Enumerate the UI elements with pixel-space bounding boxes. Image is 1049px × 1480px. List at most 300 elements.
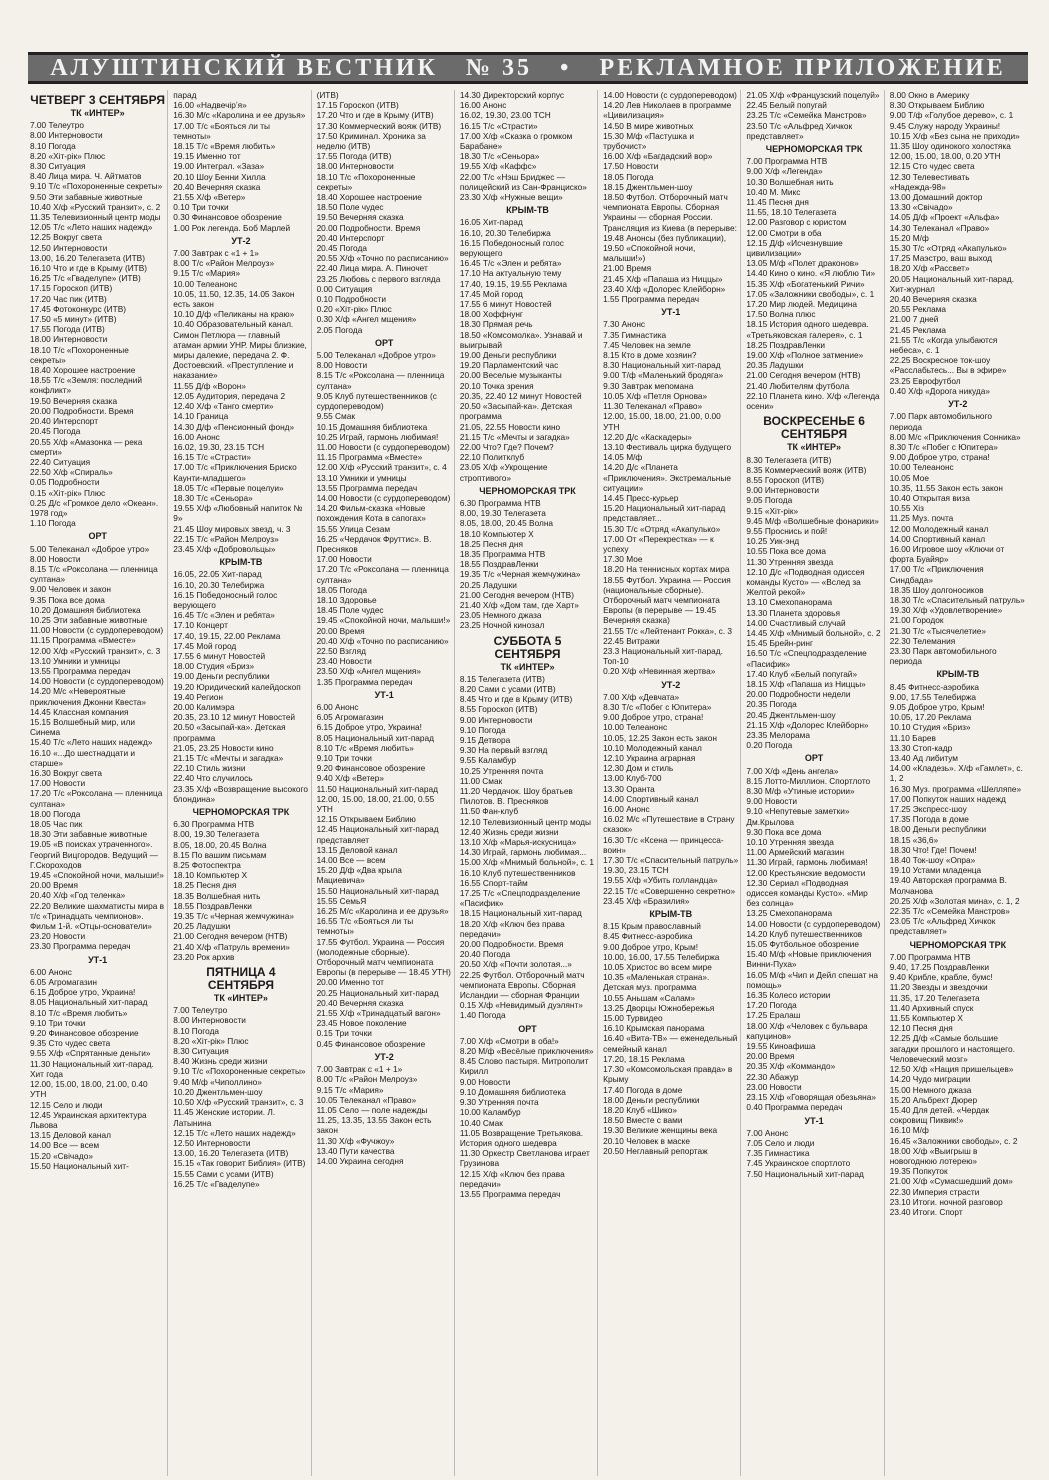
program-entry: 20.10 Точка зрения [459,380,534,391]
program-entry: 10.35 «Маленькая страна». Детская муз. программа [603,972,710,993]
program-entry: 10.25 Утренняя почта [459,765,544,776]
program-entry: 9.00 Доброе утро, Крым! [603,941,699,952]
day-heading: СУББОТА 5 СЕНТЯБРЯ [493,633,562,661]
program-entry: 10.30 Волшебная нить [746,176,834,187]
program-entry: 21.15 Х/ф «Долорес Клейборн» [746,719,869,730]
channel-heading: КРЫМ-ТВ [649,909,693,920]
program-entry: 14.45 Х/ф «Мнимый больной», с. 2 [746,627,881,638]
program-entry: 21.55 Т/с «Когда улыбаются небеса», с. 1 [889,334,998,356]
program-entry: 16.10, 20.30 Телебиржа [459,227,551,238]
program-entry: 9.00 Х/ф «Легенда» [746,166,823,177]
program-entry: 9.30 Завтрак мепомана [603,380,694,391]
program-entry: 15.00 Турвидео [603,1013,663,1024]
program-entry: 18.10 Т/с «Похороненные секреты» [30,344,129,365]
program-entry: 9.00, 17.55 Телебиржа [889,691,976,702]
program-entry: 9.15 Т/с «Мария» [173,268,241,279]
program-entry: 17.25 Экспресс-шоу [889,804,967,815]
program-entry: 1.40 Погода [459,1010,506,1021]
program-entry: 16.35 Колесо истории [746,990,831,1001]
program-entry: 14.20 Д/с «Планета «Приключения». Экстремальные ситуации» [603,462,731,493]
program-entry: 19.40 Авторская программа В. Молчанова [889,875,1007,896]
program-entry: 9.10 Три точки [316,753,372,763]
program-entry: 15.00 Немного джаза [889,1084,972,1095]
program-entry: 11.55 Д/ф «Ворон» [173,380,246,391]
program-entry: 18.35 Волшебная нить [173,890,261,901]
program-entry: 9.55 Х/ф «Спрятанные деньги» [30,1048,151,1059]
program-entry: 18.55 Футбол. Украина — Россия (национальные сборные). Отборочный матч чемпионата Европы (в перерыве — 19.45 Вечерняя сказка) [603,574,731,626]
program-entry: 21.00 Сегодня вечером (НТВ) [173,931,288,942]
program-entry: 9.00 Доброе утро, страна! [603,712,704,723]
program-entry: 11.20 Звезды и звездочки [889,982,988,993]
program-entry: 17.25 Маэстро, ваш выход [889,253,993,264]
program-entry: 13.25 Дворцы Южнобережья [603,1002,715,1013]
program-entry: 18.30 Т/с «Сеньора» [459,151,540,162]
program-entry: 9.40 М/ф «Чиполлино» [173,1076,262,1087]
program-entry: 12.10 Песня дня [889,1023,953,1034]
program-entry: 21.00 Время [603,263,652,274]
program-entry: 9.55 Смак [316,411,355,422]
program-entry: 16.10 Клуб путешественников [459,867,576,878]
program-entry: 8.20 «Хіт-рік» Плюс [30,150,106,161]
program-entry: 19.00 Деньги республики [459,350,557,361]
program-entry: 12.00 Х/ф «Русский транзит», с. 3 [30,645,161,656]
program-entry: 11.20 Чердачок. Шоу братьев Пилотов. В. Пресняков [459,786,573,807]
program-entry: 7.00 Х/ф «Девчата» [603,691,680,702]
program-entry: 9.00 Новости [746,796,797,807]
program-entry: 0.20 Погода [746,740,793,751]
program-entry: 11.05 Село — поле надежды [316,1104,428,1115]
program-entry: 11.45 Женские истории. Л. Латынина [173,1107,276,1128]
program-entry: 17.25 Т/с «Спецподразделение «Пасифик» [459,888,581,909]
program-entry: 17.50 «5 минут» (ИТВ) [30,314,117,325]
program-entry: 12.00, 15.00, 18.00, 21.00, 0.55 УТН [316,793,435,815]
program-entry: 9.05 Клуб путешественников (с сурдопереводом) [316,390,437,412]
program-entry: 17.10 Концерт [173,620,228,631]
program-entry: 20.40 Вечерняя сказка [173,181,261,192]
program-entry: 22.30 Абажур [746,1071,799,1082]
program-entry: 8.15 Т/с «Роксолана — пленница султана» [316,370,445,391]
program-entry: 9.05 Доброе утро, Крым! [889,701,985,712]
program-entry: 16.10 М/ф [889,1125,929,1136]
program-entry: 19.35 Т/с «Черная жемчужина» [459,569,581,580]
program-entry: 19.15 Именно тот [173,151,241,162]
program-entry: 13.30 «Свічадо» [889,202,953,213]
program-entry: 14.00 Новости (с сурдопереводом) [603,90,737,100]
program-entry: 10.00, 16.00, 17.55 Телебиржа [603,951,720,962]
program-entry: 9.15 «Хіт-рік» [746,505,799,516]
program-entry: 8.10 Т/с «Время любить» [30,1007,128,1018]
program-entry: 12.00 Крестьянские ведомости [746,867,866,878]
program-entry: 16.25 Т/с «Гваделупе» [173,1178,260,1189]
issue-number: № 35 [465,54,533,81]
program-entry: 11.00 Новости (с сурдопереводом) [316,441,450,452]
program-entry: 8.00 Интерновости [30,130,103,141]
program-entry: 13.10 Смехопанорама [746,597,833,608]
program-entry: (ИТВ) [316,90,339,100]
program-entry: 14.00 Новости (с сурдопереводом) [30,676,164,687]
program-entry: 17.00 Х/ф «Сказка о громком Барабане» [459,130,573,152]
program-entry: 12.30 Дом и стиль [603,763,674,774]
program-entry: 7.00 Завтрак с «1 + 1» [316,1064,403,1075]
program-entry: 10.55 Пока все дома [746,546,826,557]
program-entry: 11.15 Программа «Вместе» [30,635,136,646]
program-entry: 8.00, 19.30 Телегазета [459,508,546,519]
program-entry: 17.45 Фотоконкурс (ИТВ) [30,303,126,314]
program-entry: 17.35 Погода в доме [889,814,969,825]
program-entry: 17.20 Мир людей. Медицина [746,299,858,310]
program-entry: 22.10 Планета кино. Х/ф «Легенда осени» [746,390,880,412]
channel-heading: ЧЕРНОМОРСКАЯ ТРК [909,939,1007,950]
program-entry: 8.15 Кто в доме хозяин? [603,350,697,361]
program-entry: 7.05 Село и люди [746,1137,815,1148]
program-entry: 0.15 Три точки [316,1028,372,1039]
program-entry: 17.20, 18.15 Реклама [603,1053,685,1064]
program-entry: 19.10 Устами младенца [889,865,982,876]
program-entry: 23.35 Мелорама [746,729,810,740]
program-entry: 11.40 Архивный спуск [889,1002,974,1013]
channel-heading: ОРТ [375,337,394,348]
program-entry: парад [173,90,197,100]
program-entry: 16.45 Т/с «Элен и ребята» [173,610,275,621]
program-entry: 11.30 Оркестр Светланова играет Грузинова [459,1148,590,1169]
program-entry: 18.30 Т/с «Спасительный патруль» [889,594,1025,605]
program-entry: 17.05 «Заложники свободы», с. 1 [746,288,875,299]
program-entry: 18.20 На теннисных кортах мира [603,564,730,575]
program-entry: 7.00 Х/ф «День ангела» [746,765,839,776]
program-entry: 12.15 Село и люди [30,1099,103,1110]
program-entry: 2.05 Погода [316,324,363,335]
program-entry: 19.30, 23.15 ТСН [603,865,669,876]
program-entry: 23.00 Новости [746,1081,802,1092]
program-entry: 20.00 Время [746,1051,795,1062]
program-entry: 8.30 Т/с «Побег с Юпитера» [603,701,712,712]
program-entry: 9.35 Пока все дома [30,594,105,605]
program-entry: 18.00 Х/ф «Выигрыш в новогоднюю лотерею» [889,1145,978,1166]
program-entry: 20.50 «Засыпай-ка». Детская программа [173,722,286,743]
program-entry: 17.55 6 минут Новостей [173,650,266,661]
program-entry: 23.20 Рок архив [173,951,235,962]
tv-schedule-columns [28,90,1028,1476]
program-entry: 8.00 Т/с «Район Мелроуз» [316,1074,418,1085]
program-entry: 5.00 Телеканал «Доброе утро» [30,543,150,554]
program-entry: 19.35 Попкуток [889,1166,948,1177]
program-entry: 11.30 Х/ф «Фучжоу» [316,1135,395,1146]
program-entry: 9.35 Сто чудес света [30,1038,111,1049]
program-entry: 16.25 М/с «Каролина и ее друзья» [316,906,449,917]
program-entry: 20.40 Погода [459,949,511,960]
program-entry: 13.15 Деловой канал [316,844,398,855]
program-entry: 17.45 Мой город [459,288,523,299]
schedule-column-3 [315,90,455,1476]
program-entry: 20.35, 23.10 12 минут Новостей [173,712,296,723]
program-entry: 0.10 Подробности [316,294,387,305]
program-entry: 9.30 Утренняя почта [459,1097,539,1108]
program-entry: 15.20 Альбрехт Дюрер [889,1094,978,1105]
program-entry: 12.10 Украина аграрная [603,753,696,763]
program-entry: 17.40 Клуб «Белый попугай» [746,668,858,679]
program-entry: 0.45 Финансовое обозрение [316,1038,426,1049]
program-entry: 8.00 Т/с «Район Мелроуз» [173,258,275,269]
program-entry: 15.00 Х/ф «Мнимый больной», с. 1 [459,857,595,868]
program-entry: 11.50 Фан-клуб [459,806,519,817]
program-entry: 20.55 Х/ф «Амазонка — река смерти» [30,436,143,457]
program-entry: 17.40, 19.15, 22.00 Реклама [173,630,281,641]
program-entry: 18.30 Т/с «Сеньора» [173,492,253,503]
program-entry: 7.00 Программа НТВ [746,156,828,167]
program-entry: 9.20 Финансовое обозрение [316,763,426,774]
program-entry: 10.15 Домашняя библиотека [316,421,428,432]
program-entry: 22.10 Политклуб [459,452,525,463]
program-entry: 19.45 «Спокойной ночи, малыши!» [30,870,164,881]
program-entry: 12.15 Х/ф «Ключ без права передачи» [459,1168,565,1189]
program-entry: 20.50 «Засыпай-ка». Детская программа [459,401,573,422]
program-entry: 19.40 Регион [173,691,223,702]
program-entry: 11.00 Смак [459,775,503,786]
program-entry: 18.00 Интерновости [316,161,394,172]
program-entry: 12.15 Д/ф «Исчезнувшие цивилизации» [746,237,843,259]
program-entry: 18.55 Т/с «Земля: последний конфликт» [30,375,143,396]
program-entry: 18.00 Деньги республики [889,824,987,835]
program-entry: 20.00 Подробности. Время [316,222,421,233]
program-entry: 20.35 Х/ф «Коммандо» [746,1061,836,1072]
program-entry: 12.00, 15.00, 18.00, 21.00, 0.00 УТН [603,411,721,432]
program-entry: 11.30 Национальный хит-парад. Хит года [30,1058,154,1079]
program-entry: 19.55 Киноафиша [746,1041,816,1052]
program-entry: 23.20 Новости [30,931,86,942]
program-entry: 21.55 Т/с «Лейтенант Рокка», с. 3 [603,625,732,636]
program-entry: 11.30 Телеканал «Право» [603,401,703,412]
program-entry: 12.15 Открываем Библию [316,814,416,825]
program-entry: 0.40 Х/ф «Дорога никуда» [889,385,990,396]
day-heading: ПЯТНИЦА 4 СЕНТЯБРЯ [206,965,276,993]
program-entry: 13.40 Пути качества [316,1145,395,1156]
program-entry: 15.30 Т/с «Отряд «Акапулько» [603,523,721,534]
program-entry: 12.00 Х/ф «Русский транзит», с. 4 [316,462,447,473]
program-entry: 18.25 Песня дня [173,880,237,891]
program-entry: 10.05 Телеканал «Право» [316,1094,417,1105]
program-entry: 12.05 Т/с «Лето наших надежд» [30,222,153,233]
program-entry: 14.00 Новости (с сурдопереводом) [746,918,881,929]
program-entry: 6.30 Программа НТВ [173,819,255,830]
program-entry: 13.55 Программа передач [459,1188,561,1199]
program-entry: 19.30 Х/ф «Удовлетворение» [889,605,1003,616]
program-entry: 21.05 Х/ф «Французский поцелуй» [746,90,880,100]
program-entry: 17.20 Час пик (ИТВ) [30,293,107,304]
program-entry: 13.55 Программа передач [30,665,131,676]
program-entry: 16.55 Спорт-тайм [459,877,528,888]
program-entry: 20.50 Неглавный репортаж [603,1145,708,1156]
program-entry: 7.00 Программа НТВ [889,951,971,962]
program-entry: 20.40 Х/ф «Год теленка» [30,890,126,901]
program-entry: 15.20 «Свічадо» [30,1150,93,1161]
program-entry: 23.10 Итоги. ночной разговор [889,1196,1003,1207]
program-entry: 15.55 СемьЯ [316,895,367,906]
program-entry: 1.55 Программа передач [603,294,700,305]
program-entry: 8.30 Открываем Библию [889,100,985,111]
program-entry: 10.25 Эти забавные животные [30,614,148,625]
program-entry: 21.45 Х/ф «Папаша из Ниццы» [603,273,723,284]
program-entry: 12.15 Т/с «Лето наших надежд» [173,1127,296,1138]
program-entry: 8.30 Ситуация [173,1046,229,1057]
program-entry: 12.25 Д/ф «Самые большие загадки прошлого и настоящего. Человеческий мозг» [889,1033,1015,1064]
channel-heading: КРЫМ-ТВ [936,669,980,680]
program-entry: 14.45 Пресс-курьер [603,492,679,503]
program-entry: 9.20 Финансовое обозрение [30,1028,139,1039]
program-entry: 20.40 Интерспорт [30,416,99,427]
program-entry: 10.00 Телеанонс [603,722,668,733]
program-entry: 18.10 Компьютер Х [459,528,534,539]
program-entry: 10.00 Телеанонс [173,278,238,289]
program-entry: 14.30 Телеканал «Право» [889,222,990,233]
program-entry: 21.00 7 дней [889,314,939,325]
program-entry: 23.25 Еврофутбол [889,375,961,386]
program-entry: 20.10 Шоу Бенни Хилла [173,171,266,182]
program-entry: 18.20 Х/ф «Ключ без права передачи» [459,918,565,939]
program-entry: 8.40 Жизнь среди жизни [173,1056,268,1067]
program-entry: 9.00 Интерновости [746,485,820,496]
program-entry: 18.00 Погода [30,808,81,819]
program-entry: 11.45 Песня дня [746,197,809,208]
program-entry: 22.15 Т/с «Совершенно секретно» [603,885,736,896]
channel-heading: ЧЕРНОМОРСКАЯ ТРК [765,144,863,155]
program-entry: 16.05 Хит-парад [459,217,523,228]
program-entry: 18.05 Час пик [30,819,83,830]
program-entry: 14.05 Д/ф «Проект «Альфа» [889,212,1000,223]
channel-subheading: ТК «ИНТЕР» [213,993,268,1004]
program-entry: 8.15 Телегазета (ИТВ) [459,673,545,684]
program-entry: 10.00 Каламбур [459,1107,521,1118]
program-entry: 22.30 Империя страсти [889,1186,980,1197]
program-entry: 18.40 Ток-шоу «Опра» [889,855,976,866]
program-entry: 18.00 Студия «Бриз» [173,661,255,672]
channel-heading: КРЫМ-ТВ [506,205,549,216]
program-entry: 9.10 Три точки [30,1017,86,1028]
program-entry: 13.10 Х/ф «Марья-искусница» [459,837,577,848]
program-entry: 20.25 Х/ф «Золотая мина», с. 1, 2 [889,895,1020,906]
schedule-column-5 [601,90,741,1476]
program-entry: 12.00 Молодежный канал [889,523,989,534]
program-entry: 18.50 Вместе с вами [603,1115,683,1126]
program-entry: 21.00 Х/ф «Сумасшедший дом» [889,1176,1013,1187]
program-entry: 0.30 Х/ф «Ангел мщения» [316,314,417,325]
program-entry: 23.3 Национальный хит-парад. Топ-10 [603,645,723,667]
program-entry: 21.15 Т/с «Мечты и загадка» [459,431,570,442]
program-entry: 17.30 «Комсомольская правда» в Крыму [603,1064,733,1085]
program-entry: 14.00 Все — всем [316,855,386,866]
program-entry: 8.20 М/ф «Весёлые приключения» [459,1046,594,1057]
program-entry: 21.15 Т/с «Мечты и загадка» [173,753,284,763]
program-entry: 6.15 Доброе утро, Украина! [30,987,136,998]
program-entry: 8.30 Национальный хит-парад [603,360,721,371]
channel-subheading: ТК «ИНТЕР» [70,108,125,118]
program-entry: 18.40 Хорошее настроение [30,365,136,376]
program-entry: 16.15 Т/с «Страсти» [173,452,252,463]
program-entry: 0.00 Ситуация [316,283,373,294]
program-entry: 22.35 Т/с «Семейка Манстров» [889,906,1010,917]
program-entry: 12.50 Х/ф «Нация пришельцев» [889,1064,1014,1075]
program-entry: 20.50 Х/ф «Почти золотая...» [459,959,572,970]
program-entry: 8.45 Что и где в Крыму (ИТВ) [459,694,573,705]
program-entry: 8.00 Интерновости [173,1015,246,1026]
program-entry: 7.00 Завтрак с «1 + 1» [173,248,259,259]
program-entry: 12.15 Сто чудес света [889,161,975,172]
program-entry: 8.55 Гороскоп (ИТВ) [746,474,825,485]
program-entry: 18.50 Поле чудес [316,202,384,213]
program-entry: 8.05 Национальный хит-парад [30,997,148,1008]
program-entry: 16.15 Т/с «Страсти» [459,120,538,131]
program-entry: 14.20 Чудо миграции [889,1074,971,1085]
program-entry: 15.55 Сами с усами (ИТВ) [173,1168,274,1179]
program-entry: 19.55 Х/ф «Каффс» [459,161,537,172]
program-entry: 17.50 Криминал. Хроника за неделю (ИТВ) [316,130,426,152]
program-entry: 9.00 Доброе утро, страна! [889,452,990,463]
program-entry: 14.45 Классная компания [30,706,129,717]
program-entry: 7.00 Парк автомобильного периода [889,411,992,432]
program-entry: 8.30 Телегазета (ИТВ) [746,454,832,465]
channel-heading: ОРТ [88,531,107,542]
program-entry: 16.10, 20.30 Телебиржа [173,579,265,590]
program-entry: 18.20 Х/ф «Рассвет» [889,263,970,274]
schedule-column-2 [171,90,311,1476]
program-entry: 21.30 Т/с «Тысячелетие» [889,625,987,636]
program-entry: 20.45 Погода [30,426,81,437]
program-entry: 15.15 Волшебный мир, или Синема [30,716,135,738]
program-entry: 16.30 М/с «Каролина и ее друзья» [173,110,306,121]
program-entry: 8.45 Фитнесс-аэробика [603,931,693,942]
program-entry: 23.50 Т/с «Альфред Хичкок представляет» [746,120,853,141]
program-entry: 12.45 Национальный хит-парад представляет [316,824,439,845]
program-entry: 9.00 Человек и закон [30,584,112,595]
program-entry: 22.40 Лица мира. А. Пиночет [316,263,428,274]
program-entry: 14.20 Фильм-сказка «Новые похождения Кота в сапогах» [316,503,426,524]
program-entry: 12.00, 15.00, 18.00, 0.20 УТН [889,151,1001,162]
program-entry: 18.55 ПоздравЛенки [173,900,252,911]
program-entry: 20.35 Погода [746,699,797,710]
program-entry: 14.40 Кино о кино. «Я люблю Ти» [746,268,876,279]
program-entry: 14.00 «Кладезь». Х/ф «Гамлет», с. 1, 2 [889,763,1023,784]
program-entry: 16.00 Х/ф «Багдадский вор» [603,151,713,162]
program-entry: 16.02, 19.30, 23.15 ТСН [173,441,265,452]
program-entry: 18.15 Национальный хит-парад [459,908,582,919]
program-entry: 5.00 Телеканал «Доброе утро» [316,350,436,361]
program-entry: 23.45 Новое поколение [316,1018,407,1029]
program-entry: 13.05 М/ф «Полет драконов» [746,258,859,269]
program-entry: 22.50 Х/ф «Спираль» [30,467,113,478]
program-entry: 17.30 Коммерческий вояж (ИТВ) [316,120,442,131]
channel-heading: ОРТ [804,753,824,764]
program-entry: 13.10 Умники и умницы [316,472,407,483]
program-entry: 13.10 Фестиваль цирка будущего [603,441,732,452]
program-entry: 0.25 Д/с «Громкое дело «Океан». 1978 год» [30,497,159,518]
program-entry: 10.10 Д/ф «Пеликаны на краю» [173,309,295,320]
program-entry: 1.35 Программа передач [316,676,413,687]
program-entry: 12.50 Интерновости [173,1137,251,1148]
program-entry: 9.00 Интерновости [459,714,533,725]
program-entry: 10.40 Открытая виза [889,492,970,503]
program-entry: 23.40 Новости [316,656,372,667]
program-entry: 6.05 Агромагазин [30,977,97,988]
program-entry: 12.20 Д/с «Каскадеры» [603,431,692,442]
program-entry: 14.20 М/с «Невероятные приключения Джонни Квеста» [30,686,147,707]
program-entry: 11.55 Компьютер Х [889,1013,963,1024]
program-entry: 10.05 Мое [889,472,930,483]
program-entry: 17.30 Т/с «Спасительный патруль» [603,855,739,866]
program-entry: 15.15 «Так говорит Библия» (ИТВ) [173,1158,306,1169]
program-entry: 17.40 Погода в доме [603,1084,683,1095]
program-entry: 19.20 Юридический калейдоскоп [173,681,301,692]
program-entry: 22.20 Великие шахматисты мира в т/с «Тринадцать чемпионов». Фильм 1-й. «Отцы-основатели» [30,900,165,932]
program-entry: 22.25 Воскресное ток-шоу «Расслабьтесь... Вы в эфире» [889,355,1007,376]
